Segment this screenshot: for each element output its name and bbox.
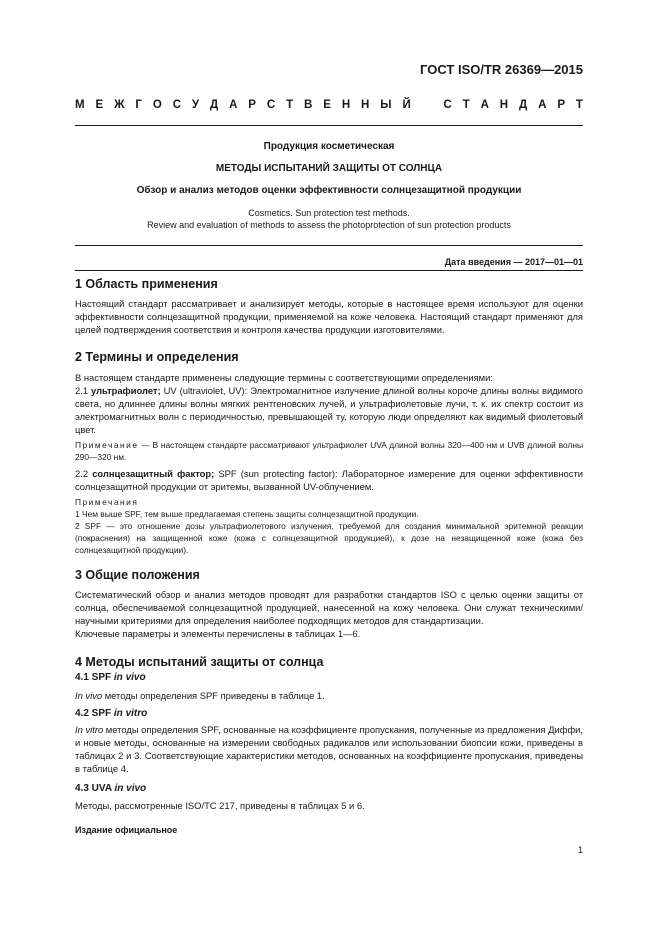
english-title-line-1: Cosmetics. Sun protection test methods. [248, 208, 410, 218]
document-number: ГОСТ ISO/TR 26369—2015 [420, 62, 583, 77]
section-1-body [75, 297, 583, 336]
banner-letter: В [304, 99, 313, 111]
subsection-4-2-paragraph [75, 723, 583, 775]
banner-letter: Д [519, 99, 528, 111]
header-rule [75, 125, 583, 126]
subsection-4-3-number: 4.3 UVA [75, 783, 115, 794]
date-rule [75, 270, 583, 271]
banner-letter: Н [361, 99, 370, 111]
banner-letter: Е [323, 99, 331, 111]
section-2-heading: 2 Термины и определения [75, 350, 239, 364]
subsection-4-3-body [75, 799, 583, 812]
definition-2-2-text: SPF (sun protecting factor): Лабораторное измерение для оценки эффективности солнцезащитной продукции от эритемы, вызванной UV-облучением. [75, 468, 583, 492]
banner-letter: Н [499, 99, 509, 111]
subsection-4-2-heading [75, 708, 147, 719]
note-2-2-1: 1 Чем выше SPF, тем выше предлагаемая степень защиты солнцезащитной продукции. [75, 509, 419, 519]
subsection-4-1-body [75, 689, 583, 702]
english-title [75, 207, 583, 231]
subsection-4-1-italic: in vivo [113, 672, 146, 683]
subsection-4-2-italic: in vitro [113, 708, 148, 719]
banner-letter: Ж [114, 99, 125, 111]
subsection-4-1-paragraph [75, 689, 583, 702]
banner-letter: А [229, 99, 238, 111]
banner-letter: Ы [380, 99, 392, 111]
interstate-standard-banner [75, 99, 583, 111]
banner-letter: Р [557, 99, 566, 111]
product-title: Продукция косметическая [263, 141, 395, 152]
banner-letter: С [443, 99, 452, 111]
banner-letter: Г [135, 99, 142, 111]
section-1-heading: 1 Область применения [75, 277, 218, 291]
subsection-4-2-text: методы определения SPF, основанные на коэффициенте пропускания, полученные из предложения Диффи, и новые методы, основанные на измерении свободных радикалов или использовании биопсии кожи, приведены в таблицах 2 и 3. Соответствующие характеристики методов, основанных на коэффициенте пропускания, приведены в таблице 4. [75, 724, 583, 774]
banner-letter: А [538, 99, 547, 111]
section-4-heading: 4 Методы испытаний защиты от солнца [75, 655, 324, 669]
banner-letter: М [75, 99, 85, 111]
introduction-date: Дата введения — 2017—01—01 [444, 257, 583, 267]
section-3-paragraph-2: Ключевые параметры и элементы перечислены в таблицах 1—6. [75, 628, 361, 639]
definition-2-1 [75, 384, 583, 436]
note-text: — В настоящем стандарте рассматривают ультрафиолет UVA длиной волны 320—400 нм и UVB длиной волны 290—320 нм. [75, 440, 583, 462]
page-number: 1 [577, 845, 583, 855]
subsection-4-3-heading [75, 783, 146, 794]
definition-2-1-term: ультрафиолет; [91, 385, 161, 396]
banner-letter: Т [286, 99, 294, 111]
notes-label: Примечания [75, 497, 139, 507]
note-2-1 [75, 439, 583, 463]
english-title-line-2: Review and evaluation of methods to assess the photoprotection of sun protection products [147, 220, 511, 230]
subsection-4-2-body [75, 723, 583, 775]
subsection-4-3-paragraph: Методы, рассмотренные ISO/TC 217, приведены в таблицах 5 и 6. [75, 800, 365, 811]
section-1-paragraph: Настоящий стандарт рассматривает и анализирует методы, которые в настоящее время используют для оценки эффективности солнцезащитной продукции, применяемой на коже человека. Настоящий стандарт применяют для целей подтверждения соответствия и контроля качества продукции изготовителями. [75, 298, 583, 335]
banner-letter: А [480, 99, 489, 111]
definition-2-1-text: UV (ultraviolet, UV): Электромагнитное излучение длиной волны короче длины волны видимого света, но длиннее длины волны мягких рентгеновских лучей, и ультрафиолетовые лучи, т. к. их спектр состоит из электромагнитных волн с периодичностью, превышающей ту, которую люди определяют как видимый фиолетовый цвет. [75, 385, 583, 435]
definition-2-1-number: 2.1 [75, 385, 92, 396]
banner-letter: Е [95, 99, 104, 111]
banner-letter: Д [209, 99, 219, 111]
banner-letter: У [191, 99, 200, 111]
banner-letter: О [152, 99, 162, 111]
section-2-body [75, 371, 583, 556]
banner-letter: Т [462, 99, 470, 111]
subtitle: Обзор и анализ методов оценки эффективности солнцезащитной продукции [136, 185, 522, 196]
banner-letter: Й [402, 99, 411, 111]
note-label: Примечание [75, 440, 139, 450]
banner-letter: С [266, 99, 276, 111]
section-3-heading: 3 Общие положения [75, 568, 200, 582]
banner-letter: Р [248, 99, 256, 111]
note-2-2-2: 2 SPF — это отношение дозы ультрафиолетового излучения, требуемой для создания минимальной эритемной реакции (покраснения) на защищенной коже (кожа с солнцезащитной продукцией), к дозе на незащищенной коже (кожа без солнцезащитной продукции). [75, 521, 583, 555]
definition-2-2-number: 2.2 [75, 468, 93, 479]
official-edition-label: Издание официальное [75, 825, 178, 835]
definition-2-2 [75, 467, 583, 493]
section-2-intro: В настоящем стандарте применены следующие термины с соответствующими определениями: [75, 372, 493, 383]
section-3-body [75, 588, 583, 640]
main-title: МЕТОДЫ ИСПЫТАНИЙ ЗАЩИТЫ ОТ СОЛНЦА [215, 163, 443, 174]
subsection-4-1-heading [75, 672, 146, 683]
banner-letter: С [172, 99, 181, 111]
subsection-4-1-number: 4.1 SPF [75, 672, 114, 683]
banner-letter: Н [341, 99, 351, 111]
subsection-4-1-text: методы определения SPF приведены в таблице 1. [102, 690, 325, 701]
in-vitro-term: In vitro [75, 724, 104, 735]
in-vivo-term: In vivo [75, 690, 103, 701]
definition-2-2-term: солнцезащитный фактор; [92, 468, 215, 479]
subsection-4-3-italic: in vivo [114, 783, 147, 794]
title-rule [75, 245, 583, 246]
subsection-4-2-number: 4.2 SPF [75, 708, 114, 719]
section-3-paragraph-1: Систематический обзор и анализ методов проводят для разработки стандартов ISO с целью оценки защиты от солнца, обеспечиваемой солнцезащитной продукцией, нанесенной на кожу человека. Они служат техническими/научными критериями для определения наиболее подходящих методов для стандартизации. [75, 589, 583, 626]
banner-letter: Т [575, 99, 583, 111]
